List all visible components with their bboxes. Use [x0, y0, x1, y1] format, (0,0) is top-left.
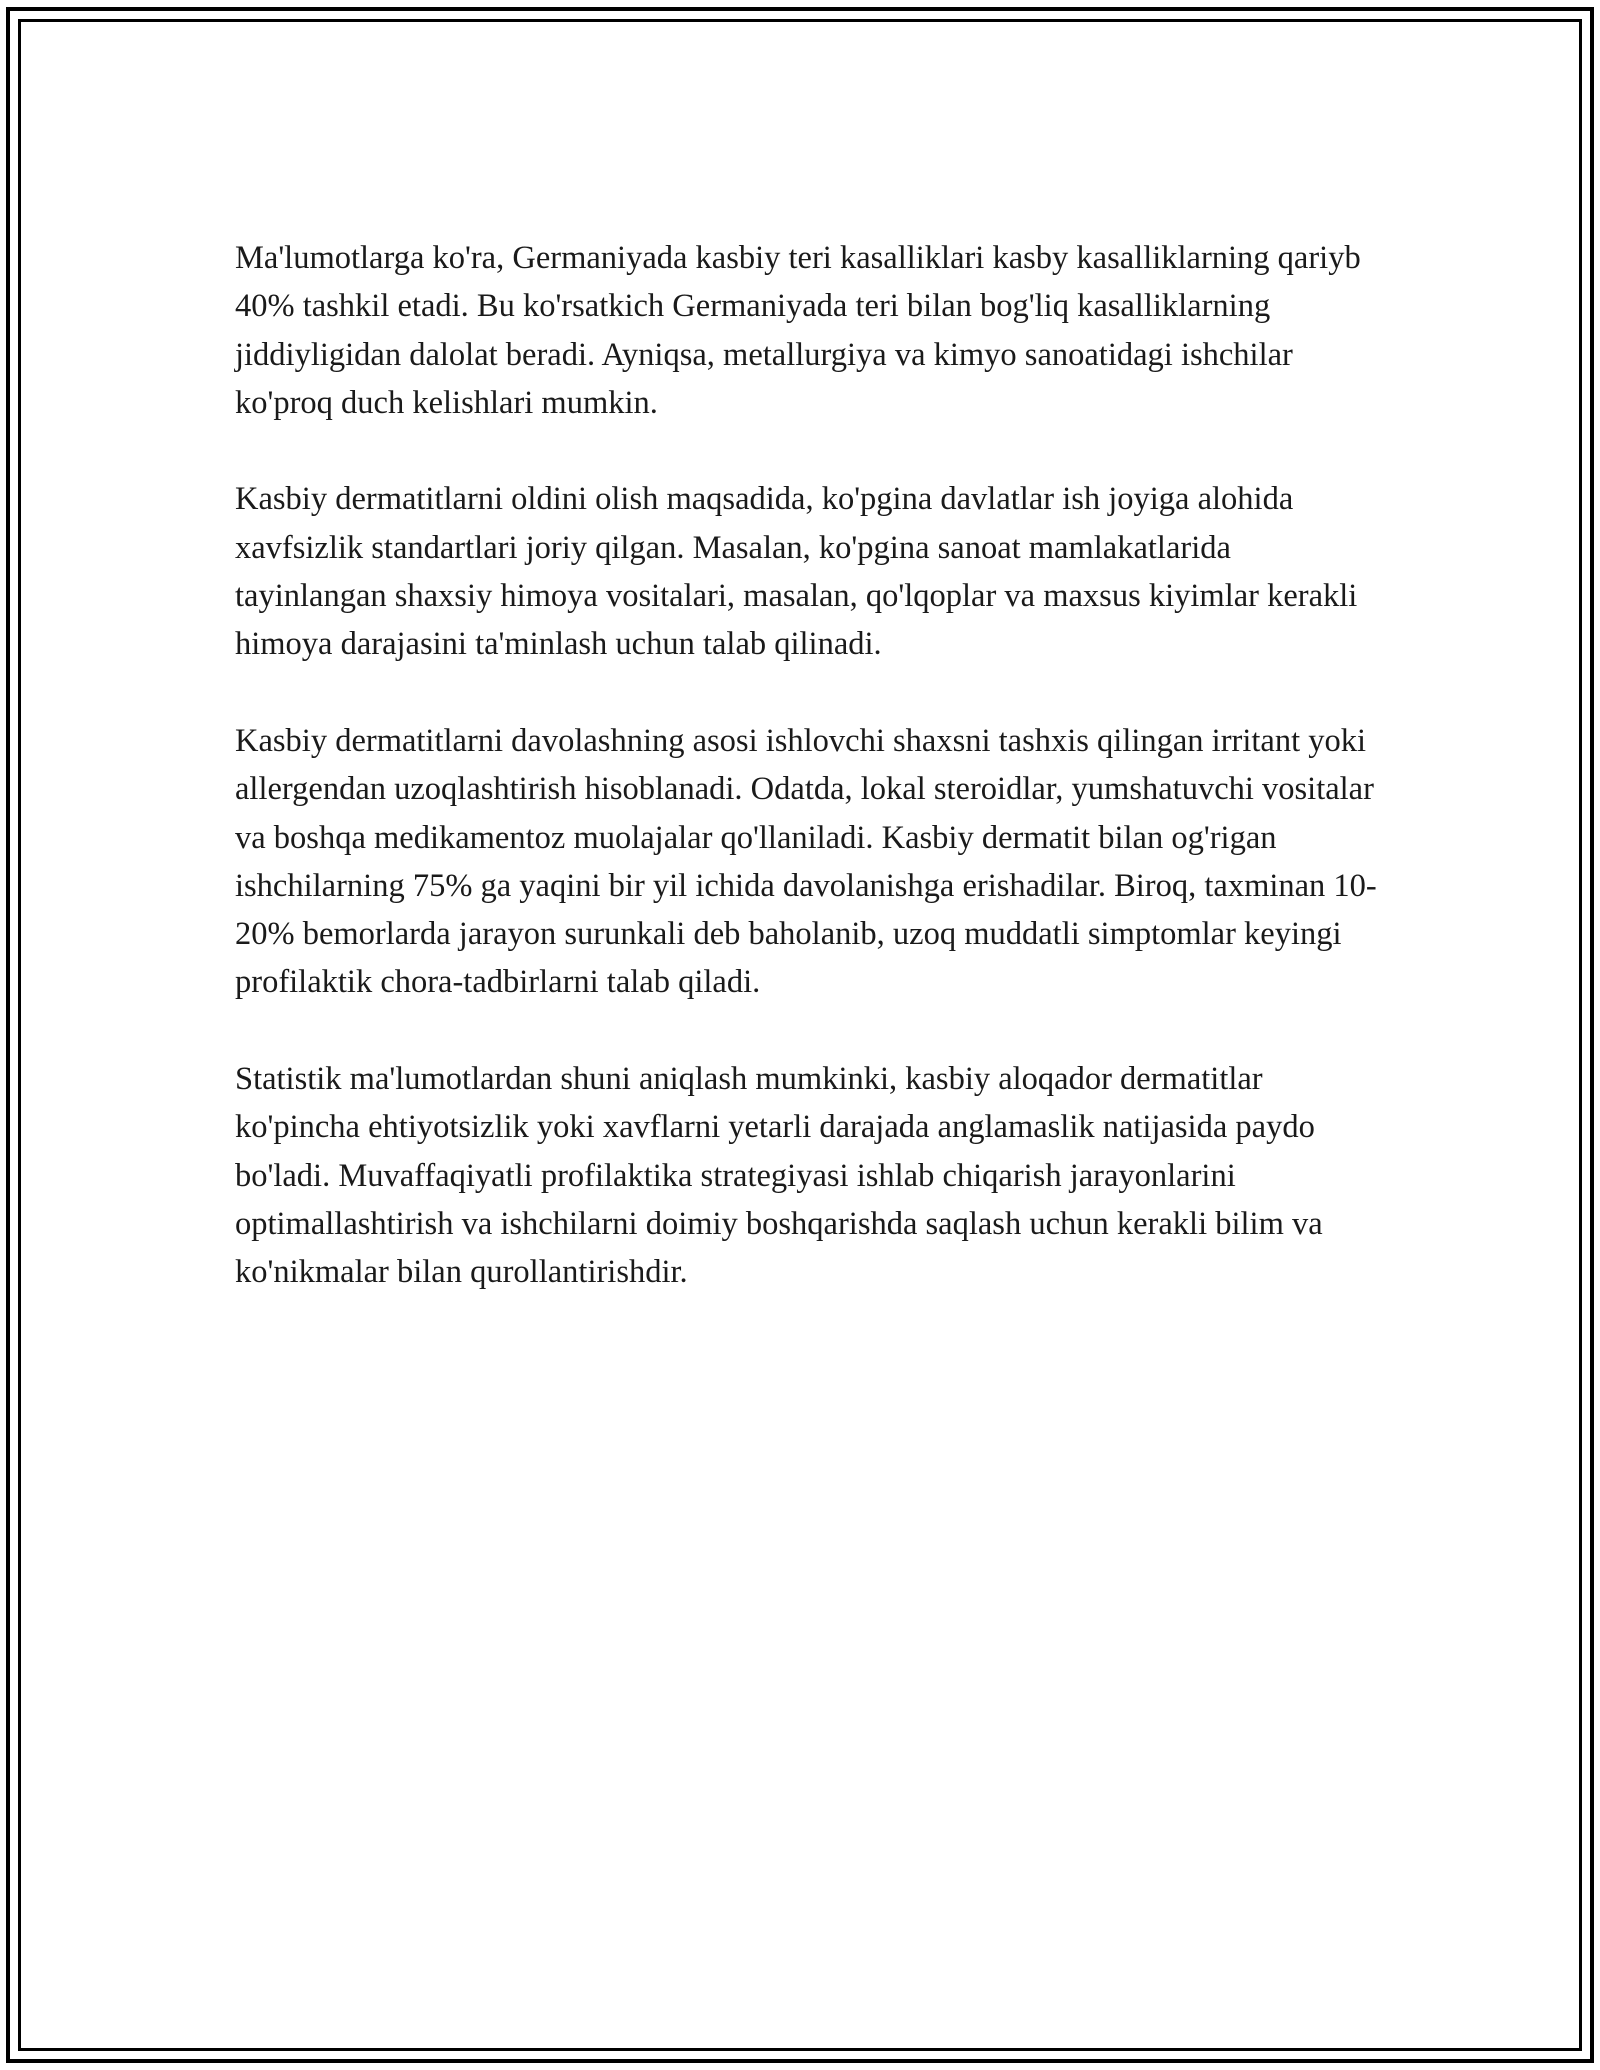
paragraph-2: Kasbiy dermatitlarni oldini olish maqsadida, ko'pgina davlatlar ish joyiga alohida xavfsizlik standartlari joriy qilgan. Masalan, ko'pgina sanoat mamlakatlarida tayinlangan shaxsiy himoya vositalari, masalan, qo'lqoplar va maxsus kiyimlar kerakli himoya darajasini ta'minlash uchun talab qilinadi. — [235, 481, 1358, 663]
paragraph-3: Kasbiy dermatitlarni davolashning asosi ishlovchi shaxsni tashxis qilingan irritant yoki allergendan uzoqlashtirish hisoblanadi. Odatda, lokal steroidlar, yumshatuvchi vositalar va boshqa medikamentoz muolajalar qo'llaniladi. Kasbiy dermatit bilan og'rigan ishchilarning 75% ga yaqini bir yil ichida davolanishga erishadilar. Biroq, taxminan 10-20% bemorlarda jarayon surunkali deb baholanib, uzoq muddatli simptomlar keyingi profilaktik chora-tadbirlarni talab qiladi. — [235, 722, 1377, 1001]
paragraph-4: Statistik ma'lumotlardan shuni aniqlash mumkinki, kasbiy aloqador dermatitlar ko'pincha ehtiyotsizlik yoki xavflarni yetarli darajada anglamaslik natijasida paydo bo'ladi. Muvaffaqiyatli profilaktika strategiyasi ishlab chiqarish jarayonlarini optimallashtirish va ishchilarni doimiy boshqarishda saqlash uchun kerakli bilim va ko'nikmalar bilan qurollantirishdir. — [235, 1061, 1323, 1291]
document-body — [235, 234, 1385, 1345]
paragraph-1: Ma'lumotlarga ko'ra, Germaniyada kasbiy teri kasalliklari kasby kasalliklarning qariyb 40% tashkil etadi. Bu ko'rsatkich Germaniyada teri bilan bog'liq kasalliklarning jiddiyligidan dalolat beradi. Ayniqsa, metallurgiya va kimyo sanoatidagi ishchilar ko'proq duch kelishlari mumkin. — [235, 240, 1361, 421]
